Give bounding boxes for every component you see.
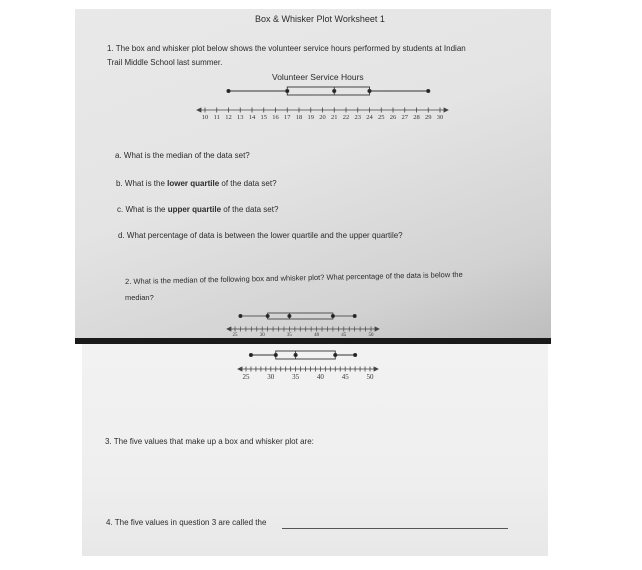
tick-label: 25 bbox=[232, 333, 238, 338]
plot-2-axis bbox=[238, 367, 378, 372]
q1-point bbox=[286, 89, 289, 92]
plot-1-axis bbox=[197, 108, 448, 113]
tick-label: 25 bbox=[378, 114, 385, 121]
axis-arrow-right bbox=[375, 327, 379, 331]
box-plot-2 bbox=[232, 350, 392, 388]
question-3: 3. The five values that make up a box and whisker plot are: bbox=[105, 437, 314, 446]
question-b-post: of the data set? bbox=[219, 179, 277, 188]
tick-label: 21 bbox=[331, 114, 338, 121]
median-point bbox=[288, 314, 291, 317]
worksheet-photo-bottom bbox=[82, 344, 548, 556]
tick-label: 11 bbox=[213, 114, 220, 121]
tick-label: 15 bbox=[260, 114, 267, 121]
tick-label: 50 bbox=[366, 373, 374, 381]
plot-2-tick-labels bbox=[243, 373, 375, 381]
box-iqr bbox=[287, 87, 369, 95]
worksheet-title: Box & Whisker Plot Worksheet 1 bbox=[255, 14, 385, 24]
tick-label: 45 bbox=[341, 333, 347, 338]
tick-label: 30 bbox=[259, 333, 265, 338]
tick-label: 29 bbox=[425, 114, 432, 121]
tick-label: 18 bbox=[295, 114, 303, 121]
axis-arrow-left bbox=[227, 327, 231, 331]
q3-point bbox=[368, 89, 371, 92]
tick-label: 50 bbox=[368, 333, 374, 338]
box-iqr bbox=[268, 313, 333, 319]
question-2-line-1: 2. What is the median of the following box and whisker plot? What percentage of the data is below the bbox=[125, 269, 463, 286]
tick-label: 26 bbox=[389, 114, 397, 121]
median-point bbox=[294, 353, 297, 356]
tick-label: 23 bbox=[354, 114, 361, 121]
max-point bbox=[354, 353, 357, 356]
tick-label: 30 bbox=[436, 114, 444, 121]
question-4: 4. The five values in question 3 are called the bbox=[106, 518, 267, 527]
tick-label: 10 bbox=[201, 114, 209, 121]
axis-arrow-right bbox=[374, 367, 378, 371]
min-point bbox=[249, 353, 252, 356]
box-plot-2-partial bbox=[221, 311, 391, 339]
tick-label: 14 bbox=[248, 114, 256, 121]
tick-label: 24 bbox=[366, 114, 373, 121]
tick-label: 28 bbox=[413, 114, 420, 121]
tick-label: 27 bbox=[401, 114, 408, 121]
worksheet-photo-top bbox=[75, 9, 551, 341]
axis-arrow-left bbox=[197, 108, 201, 112]
question-b-bold: lower quartile bbox=[167, 179, 220, 188]
q3-point bbox=[334, 353, 337, 356]
box-plot-1 bbox=[190, 84, 455, 124]
tick-label: 35 bbox=[286, 333, 292, 338]
answer-blank-line bbox=[282, 528, 508, 529]
tick-label: 22 bbox=[342, 114, 350, 121]
tick-label: 16 bbox=[272, 114, 279, 121]
tick-label: 30 bbox=[267, 373, 275, 381]
question-b bbox=[116, 179, 277, 188]
question-d: d. What percentage of data is between the lower quartile and the upper quartile? bbox=[118, 231, 403, 240]
tick-label: 19 bbox=[307, 114, 314, 121]
q1-point bbox=[266, 314, 269, 317]
box-iqr bbox=[276, 351, 336, 359]
question-1-line-2: Trail Middle School last summer. bbox=[107, 58, 223, 67]
tick-label: 40 bbox=[314, 333, 320, 338]
q1-point bbox=[274, 353, 277, 356]
question-a: a. What is the median of the data set? bbox=[115, 151, 250, 160]
tick-label: 17 bbox=[284, 114, 291, 121]
axis-arrow-left bbox=[238, 367, 242, 371]
axis-arrow-right bbox=[444, 108, 448, 112]
plot-2-box bbox=[249, 351, 356, 359]
plot-1-tick-labels bbox=[202, 114, 444, 121]
tick-label: 35 bbox=[292, 373, 300, 381]
max-point bbox=[353, 314, 356, 317]
question-c-post: of the data set? bbox=[221, 205, 279, 214]
median-point bbox=[333, 89, 336, 92]
question-c-bold: upper quartile bbox=[167, 205, 222, 214]
question-2-line-2: median? bbox=[125, 293, 154, 302]
question-1-line-1: 1. The box and whisker plot below shows the volunteer service hours performed by students at Indian bbox=[107, 44, 466, 53]
tick-label: 20 bbox=[319, 114, 326, 121]
tick-label: 25 bbox=[242, 373, 250, 381]
question-b-pre: b. What is the bbox=[116, 179, 168, 188]
plot-1-title: Volunteer Service Hours bbox=[272, 72, 364, 82]
question-c bbox=[117, 205, 278, 214]
tick-label: 12 bbox=[225, 114, 232, 121]
min-point bbox=[239, 314, 242, 317]
q3-point bbox=[331, 314, 334, 317]
plot-1-box bbox=[227, 87, 430, 95]
question-c-pre: c. What is the bbox=[117, 205, 168, 214]
tick-label: 40 bbox=[316, 373, 324, 381]
min-point bbox=[227, 89, 230, 92]
tick-label: 45 bbox=[341, 373, 349, 381]
tick-label: 13 bbox=[237, 114, 244, 121]
max-point bbox=[427, 89, 430, 92]
